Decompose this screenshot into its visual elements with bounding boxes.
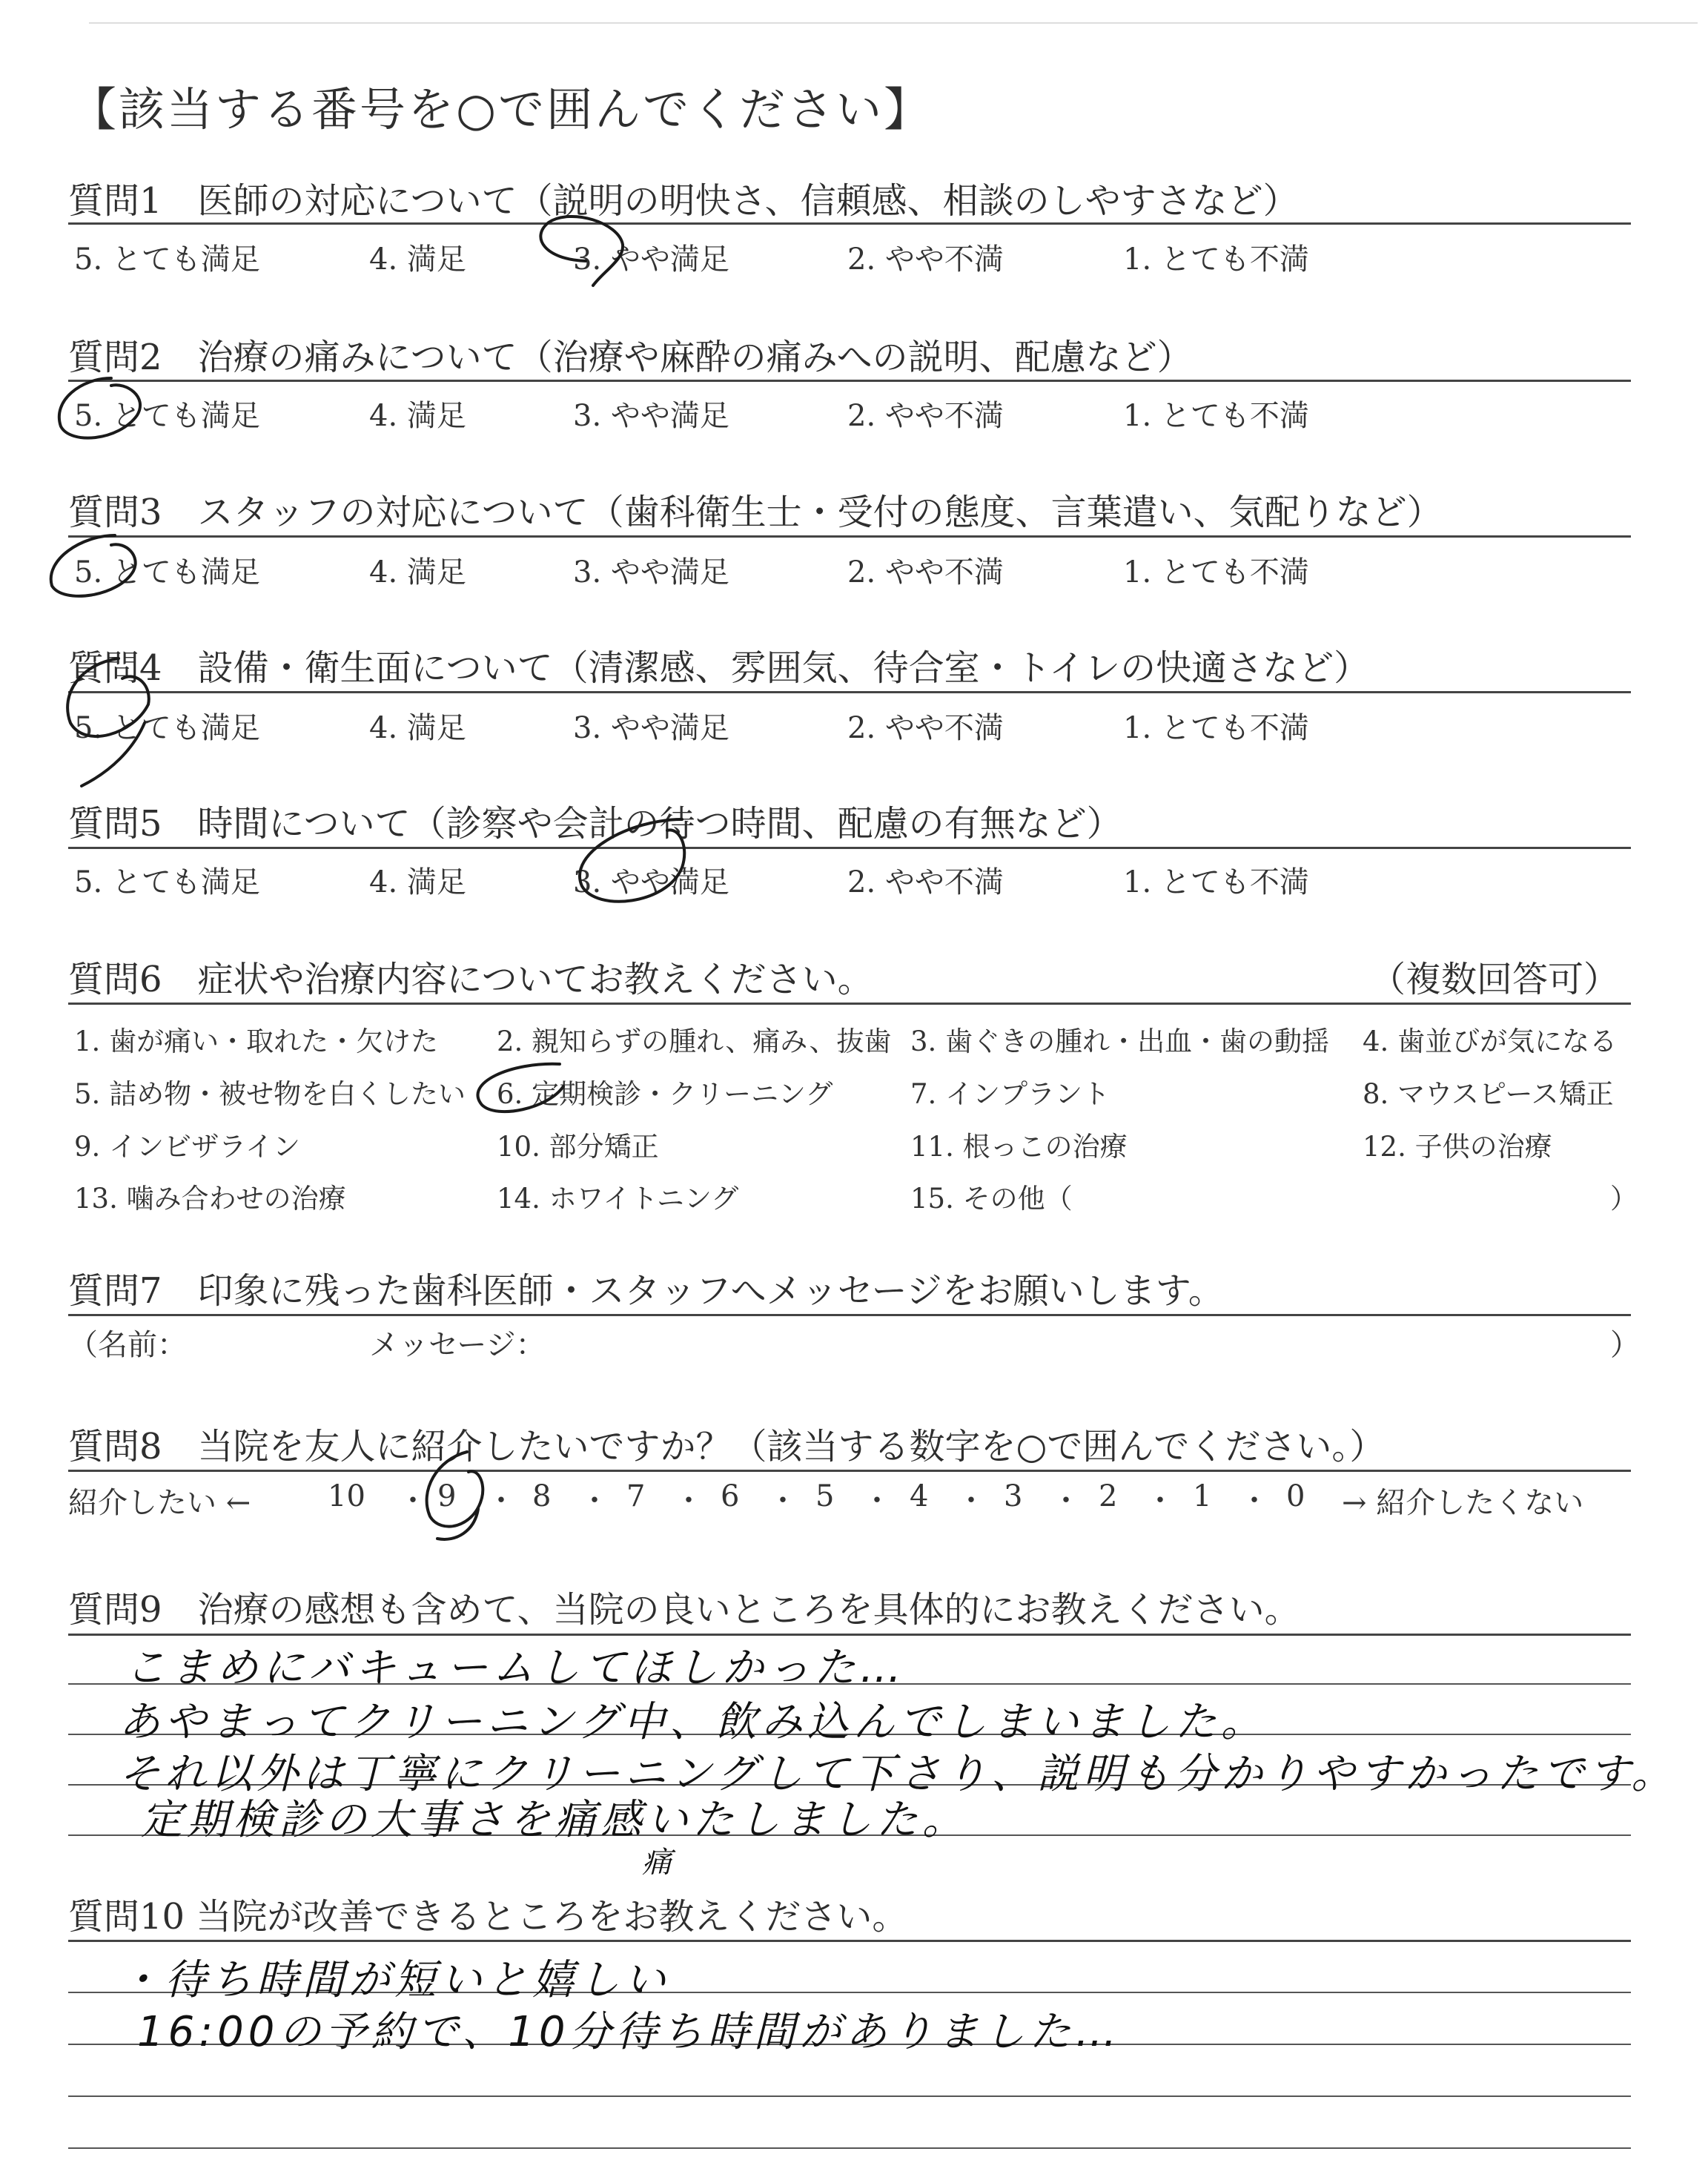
q8-scale-1[interactable]: 1: [1193, 1479, 1212, 1513]
q4-option-5[interactable]: 5. とても満足: [74, 711, 260, 745]
q8-left-label: 紹介したい ←: [68, 1486, 251, 1520]
q9-answer-line-3: それ以外は丁寧にクリーニングして下さり、説明も分かりやすかったです。: [119, 1750, 1678, 1798]
q6-option-13[interactable]: 13. 噛み合わせの治療: [74, 1183, 346, 1215]
question-9-heading: 質問9 治療の感想も含めて、当院の良いところを具体的にお教えください。: [68, 1589, 1300, 1631]
q5-option-4[interactable]: 4. 満足: [369, 865, 466, 899]
q9-answer-line-2: あやまってクリーニング中、飲み込んでしまいました。: [119, 1698, 1267, 1746]
q8-scale-5[interactable]: 5: [815, 1479, 835, 1513]
q6-option-11[interactable]: 11. 根っこの治療: [910, 1131, 1128, 1163]
q2-option-5[interactable]: 5. とても満足: [74, 399, 260, 433]
q7-close-paren: ）: [1610, 1328, 1640, 1362]
q8-scale-6[interactable]: 6: [721, 1479, 740, 1513]
q2-option-2[interactable]: 2. やや不満: [847, 399, 1004, 433]
question-6-heading: 質問6 症状や治療内容についてお教えください。: [68, 959, 873, 1000]
q8-scale-dot: ・: [1145, 1484, 1175, 1518]
q8-scale-dot: ・: [862, 1484, 892, 1518]
q6-option-2[interactable]: 2. 親知らずの腫れ、痛み、抜歯: [497, 1025, 892, 1057]
question-7-heading: 質問7 印象に残った歯科医師・スタッフへメッセージをお願いします。: [68, 1270, 1224, 1312]
q8-scale-0[interactable]: 0: [1286, 1479, 1305, 1513]
q6-option-15-close: ）: [1610, 1183, 1638, 1215]
q1-option-4[interactable]: 4. 満足: [369, 242, 466, 277]
question-1-heading: 質問1 医師の対応について（説明の明快さ、信頼感、相談のしやすさなど）: [68, 180, 1299, 222]
question-8-heading: 質問8 当院を友人に紹介したいですか？（該当する数字を○で囲んでください。）: [68, 1426, 1386, 1467]
q6-option-14[interactable]: 14. ホワイトニング: [497, 1183, 739, 1215]
q5-option-1[interactable]: 1. とても不満: [1123, 865, 1309, 899]
q7-message-label: メッセージ：: [369, 1328, 546, 1362]
question-6-note: （複数回答可）: [1370, 959, 1620, 1000]
q8-scale-dot: ・: [1051, 1484, 1081, 1518]
q2-option-4[interactable]: 4. 満足: [369, 399, 466, 433]
q6-option-3[interactable]: 3. 歯ぐきの腫れ・出血・歯の動揺: [910, 1025, 1330, 1057]
q8-circle-mark: [427, 1452, 483, 1539]
q1-option-5[interactable]: 5. とても満足: [74, 242, 260, 277]
question-4-heading: 質問4 設備・衛生面について（清潔感、雰囲気、待合室・トイレの快適さなど）: [68, 647, 1370, 689]
q1-option-1[interactable]: 1. とても不満: [1123, 242, 1309, 277]
q1-option-3[interactable]: 3. やや満足: [573, 242, 729, 277]
q2-circle-mark: [59, 378, 140, 438]
q10-answer-line-1: ・待ち時間が短いと嬉しい: [119, 1956, 670, 2004]
q4-option-3[interactable]: 3. やや満足: [573, 711, 729, 745]
q10-answer-line-2: 16:00の予約で、10分待ち時間がありました…: [137, 2008, 1122, 2056]
q8-scale-dot: ・: [768, 1484, 798, 1518]
q8-scale-10[interactable]: 10: [328, 1479, 365, 1513]
q7-name-label: （名前：: [68, 1328, 187, 1362]
q1-option-2[interactable]: 2. やや不満: [847, 242, 1004, 277]
question-5-heading: 質問5 時間について（診察や会計の待つ時間、配慮の有無など）: [68, 803, 1122, 845]
q9-answer-line-4: 定期検診の大事さを痛感いたしました。: [141, 1796, 968, 1844]
q6-option-4[interactable]: 4. 歯並びが気になる: [1363, 1025, 1618, 1057]
q3-option-3[interactable]: 3. やや満足: [573, 555, 729, 589]
q8-scale-dot: ・: [580, 1484, 609, 1518]
q6-option-1[interactable]: 1. 歯が痛い・取れた・欠けた: [74, 1025, 439, 1057]
q2-option-3[interactable]: 3. やや満足: [573, 399, 729, 433]
q6-option-7[interactable]: 7. インプラント: [910, 1078, 1110, 1110]
question-2-heading: 質問2 治療の痛みについて（治療や麻酔の痛みへの説明、配慮など）: [68, 337, 1193, 378]
q5-option-2[interactable]: 2. やや不満: [847, 865, 1004, 899]
q8-scale-9[interactable]: 9: [437, 1479, 457, 1513]
q6-option-15[interactable]: 15. その他（: [910, 1183, 1073, 1215]
q3-option-1[interactable]: 1. とても不満: [1123, 555, 1309, 589]
q6-circle-mark: [478, 1064, 563, 1112]
question-3-heading: 質問3 スタッフの対応について（歯科衛生士・受付の態度、言葉遣い、気配りなど）: [68, 492, 1443, 533]
page-title: 【該当する番号を○で囲んでください】: [70, 82, 933, 136]
q8-scale-3[interactable]: 3: [1004, 1479, 1023, 1513]
q5-circle-mark: [580, 819, 684, 902]
q4-option-1[interactable]: 1. とても不満: [1123, 711, 1309, 745]
q8-scale-dot: ・: [486, 1484, 516, 1518]
q4-option-2[interactable]: 2. やや不満: [847, 711, 1004, 745]
q6-option-5[interactable]: 5. 詰め物・被せ物を白くしたい: [74, 1078, 466, 1110]
q6-option-6[interactable]: 6. 定期検診・クリーニング: [497, 1078, 833, 1110]
q6-option-9[interactable]: 9. インビザライン: [74, 1131, 300, 1163]
q8-scale-2[interactable]: 2: [1099, 1479, 1118, 1513]
q3-circle-mark: [51, 535, 136, 596]
q3-option-5[interactable]: 5. とても満足: [74, 555, 260, 589]
q8-scale-4[interactable]: 4: [910, 1479, 929, 1513]
q6-option-12[interactable]: 12. 子供の治療: [1363, 1131, 1552, 1163]
q1-circle-mark: [540, 217, 623, 285]
q8-scale-8[interactable]: 8: [532, 1479, 552, 1513]
q8-scale-dot: ・: [956, 1484, 986, 1518]
q6-option-10[interactable]: 10. 部分矯正: [497, 1131, 659, 1163]
q4-option-4[interactable]: 4. 満足: [369, 711, 466, 745]
q6-option-8[interactable]: 8. マウスピース矯正: [1363, 1078, 1614, 1110]
q8-scale-dot: ・: [1239, 1484, 1269, 1518]
q5-option-3[interactable]: 3. やや満足: [573, 865, 729, 899]
q3-option-2[interactable]: 2. やや不満: [847, 555, 1004, 589]
q2-option-1[interactable]: 1. とても不満: [1123, 399, 1309, 433]
q8-right-label: → 紹介したくない: [1342, 1486, 1584, 1520]
q4-circle-mark: [67, 658, 149, 786]
q8-scale-7[interactable]: 7: [626, 1479, 646, 1513]
q5-option-5[interactable]: 5. とても満足: [74, 865, 260, 899]
q9-correction: 痛: [642, 1846, 676, 1880]
q3-option-4[interactable]: 4. 満足: [369, 555, 466, 589]
q8-scale-dot: ・: [674, 1484, 704, 1518]
question-10-heading: 質問10 当院が改善できるところをお教えください。: [68, 1896, 908, 1938]
q8-scale-dot: ・: [398, 1484, 428, 1518]
q9-answer-line-1: こまめにバキュームしてほしかった…: [125, 1644, 906, 1692]
